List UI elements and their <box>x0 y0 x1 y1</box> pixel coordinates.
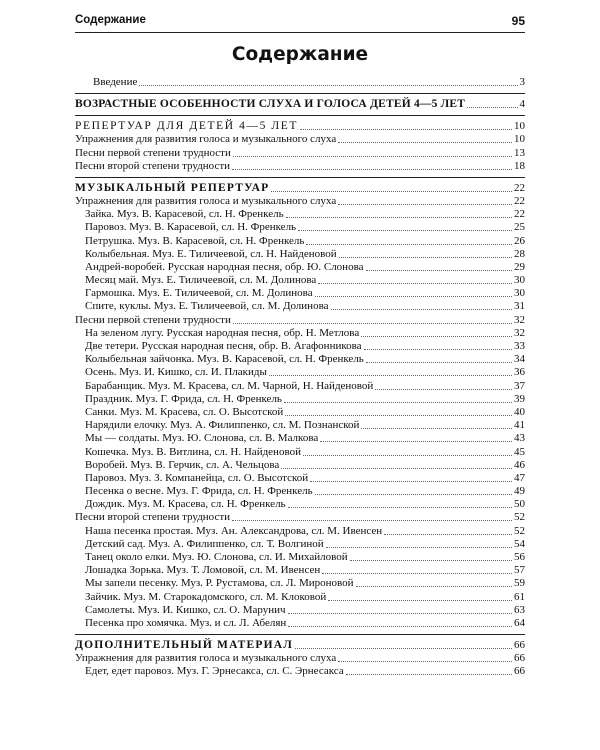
toc-section-heading[interactable] <box>75 638 525 652</box>
dot-leader <box>361 428 512 429</box>
dot-leader <box>303 455 512 456</box>
toc-entry-page: 40 <box>514 405 525 418</box>
toc-entry-page: 66 <box>514 665 525 678</box>
page-title: Содержание <box>231 44 369 65</box>
toc-entry-page: 47 <box>514 471 525 484</box>
dot-leader <box>233 323 512 324</box>
toc-entry-title: Колыбельная. Муз. Е. Тиличеевой, сл. Н. Найденовой <box>85 247 337 260</box>
toc-entry[interactable] <box>75 208 525 221</box>
toc-entry-title: Едет, едет паровоз. Муз. Г. Эрнесакса, сл. С. Эрнесакса <box>85 665 344 678</box>
dot-leader <box>315 494 512 495</box>
toc-entry-title: ДОПОЛНИТЕЛЬНЫЙ МАТЕРИАЛ <box>75 638 293 651</box>
table-of-contents <box>75 76 525 678</box>
toc-entry-title: Праздник. Муз. Г. Фрида, сл. Н. Френкель <box>85 392 282 405</box>
dot-leader <box>288 613 512 614</box>
dot-leader <box>346 674 512 675</box>
running-header <box>75 10 525 33</box>
toc-entry[interactable] <box>75 248 525 261</box>
dot-leader <box>269 375 512 376</box>
toc-entry[interactable] <box>75 432 525 445</box>
toc-entry[interactable] <box>75 498 525 511</box>
toc-entry-title: Андрей-воробей. Русская народная песня, обр. Ю. Слонова <box>85 260 364 273</box>
toc-entry[interactable] <box>75 327 525 340</box>
toc-entry[interactable] <box>75 406 525 419</box>
toc-entry-title: РЕПЕРТУАР ДЛЯ ДЕТЕЙ 4—5 ЛЕТ <box>75 120 299 133</box>
toc-entry[interactable] <box>75 146 525 159</box>
toc-entry-page: 10 <box>514 133 525 146</box>
dot-leader <box>288 507 512 508</box>
toc-entry[interactable] <box>75 445 525 458</box>
toc-entry[interactable] <box>75 472 525 485</box>
toc-entry-title: Упражнения для развития голоса и музыкального слуха <box>75 194 337 207</box>
toc-entry[interactable] <box>75 538 525 551</box>
toc-entry-title: Мы запели песенку. Муз. Р. Рустамова, сл. Л. Мироновой <box>85 577 354 590</box>
toc-entry[interactable] <box>75 261 525 274</box>
toc-entry-title: ВОЗРАСТНЫЕ ОСОБЕННОСТИ СЛУХА И ГОЛОСА ДЕТЕЙ 4—5 ЛЕТ <box>75 98 466 111</box>
toc-entry-title: Паровоз. Муз. В. Карасевой, сл. Н. Френкель <box>85 221 297 234</box>
toc-entry-title: Дождик. Муз. М. Красева, сл. Н. Френкель <box>85 498 286 511</box>
toc-entry[interactable] <box>75 665 525 678</box>
toc-entry-page: 30 <box>514 287 525 300</box>
toc-entry-page: 54 <box>514 537 525 550</box>
dot-leader <box>364 349 512 350</box>
dot-leader <box>298 230 512 231</box>
toc-entry-page: 22 <box>514 208 525 221</box>
toc-entry-page: 25 <box>514 221 525 234</box>
toc-entry-title: Осень. Муз. И. Кишко, сл. И. Плакиды <box>85 366 267 379</box>
toc-entry-page: 46 <box>514 458 525 471</box>
toc-entry-title: Санки. Муз. М. Красева, сл. О. Высотской <box>85 405 284 418</box>
section-divider <box>75 93 525 94</box>
dot-leader <box>467 107 517 108</box>
toc-entry[interactable] <box>75 551 525 564</box>
toc-entry-page: 10 <box>514 120 525 133</box>
dot-leader <box>232 169 512 170</box>
dot-leader <box>338 204 512 205</box>
toc-entry[interactable] <box>75 485 525 498</box>
toc-entry-title: Танец около елки. Муз. Ю. Слонова, сл. И. Михайловой <box>85 551 348 563</box>
toc-entry[interactable] <box>75 313 525 326</box>
toc-entry[interactable] <box>75 221 525 234</box>
dot-leader <box>356 586 512 587</box>
toc-entry[interactable] <box>75 234 525 247</box>
toc-entry-title: Песни второй степени трудности <box>75 511 231 524</box>
toc-entry-page: 26 <box>514 234 525 247</box>
toc-entry-page: 66 <box>514 638 525 651</box>
toc-entry-page: 50 <box>514 498 525 511</box>
toc-entry[interactable] <box>75 160 525 173</box>
toc-entry-title: Зайчик. Муз. М. Старокадомского, сл. М. Клоковой <box>85 590 327 603</box>
section-divider <box>75 634 525 635</box>
toc-entry-page: 56 <box>514 551 525 563</box>
toc-entry-page: 33 <box>514 340 525 352</box>
toc-entry[interactable] <box>75 459 525 472</box>
dot-leader <box>331 309 513 310</box>
toc-entry-title: Месяц май. Муз. Е. Тиличеевой, сл. М. Долинова <box>85 274 317 287</box>
toc-entry-page: 32 <box>514 326 525 339</box>
dot-leader <box>233 156 512 157</box>
toc-entry-page: 36 <box>514 366 525 379</box>
toc-entry[interactable] <box>75 617 525 630</box>
toc-entry-page: 22 <box>514 194 525 207</box>
toc-section-heading[interactable] <box>75 119 525 133</box>
toc-entry[interactable] <box>75 604 525 617</box>
dot-leader <box>285 415 512 416</box>
toc-entry-title: Гармошка. Муз. Е. Тиличеевой, сл. М. Долинова <box>85 287 313 300</box>
dot-leader <box>322 573 512 574</box>
page-number: 95 <box>511 14 525 28</box>
dot-leader <box>139 85 517 86</box>
toc-entry-title: Упражнения для развития голоса и музыкального слуха <box>75 133 337 146</box>
toc-entry-title: Лошадка Зорька. Муз. Т. Ломовой, сл. М. Ивенсен <box>85 564 321 577</box>
toc-entry-title: Петрушка. Муз. В. Карасевой, сл. Н. Френкель <box>85 234 305 247</box>
dot-leader <box>384 534 512 535</box>
running-title: Содержание <box>75 14 146 26</box>
toc-entry-page: 41 <box>514 419 525 432</box>
toc-entry[interactable] <box>75 590 525 603</box>
toc-entry-page: 32 <box>514 313 525 326</box>
toc-entry-page: 52 <box>514 524 525 537</box>
toc-entry-title: Колыбельная зайчонка. Муз. В. Карасевой, сл. Н. Френкель <box>85 353 364 366</box>
toc-entry-page: 64 <box>514 616 525 629</box>
toc-entry[interactable] <box>75 564 525 577</box>
toc-entry-page: 63 <box>514 603 525 616</box>
toc-entry-page: 28 <box>514 247 525 260</box>
toc-entry[interactable] <box>75 379 525 392</box>
toc-entry-title: Песни второй степени трудности <box>75 159 231 172</box>
dot-leader <box>288 626 512 627</box>
toc-entry-page: 3 <box>519 76 525 89</box>
section-divider <box>75 177 525 178</box>
dot-leader <box>232 520 512 521</box>
toc-entry-page: 52 <box>514 511 525 524</box>
toc-entry-title: Нарядили елочку. Муз. А. Филиппенко, сл. М. Познанской <box>85 419 360 432</box>
toc-entry-title: Воробей. Муз. В. Герчик, сл. А. Чельцова <box>85 458 280 471</box>
toc-entry-title: Самолеты. Муз. И. Кишко, сл. О. Марунич <box>85 603 286 616</box>
toc-entry-page: 29 <box>514 260 525 273</box>
toc-entry[interactable] <box>75 195 525 208</box>
toc-entry-page: 59 <box>514 577 525 590</box>
toc-entry[interactable] <box>75 652 525 665</box>
toc-section-heading[interactable] <box>75 97 525 111</box>
toc-entry[interactable] <box>75 419 525 432</box>
dot-leader <box>375 389 512 390</box>
dot-leader <box>315 296 512 297</box>
dot-leader <box>318 283 512 284</box>
toc-section-heading[interactable] <box>75 181 525 195</box>
toc-entry-page: 22 <box>514 181 525 194</box>
dot-leader <box>328 600 512 601</box>
toc-entry[interactable] <box>75 393 525 406</box>
toc-entry-title: Песенка про хомячка. Муз. и сл. Л. Абелян <box>85 616 287 629</box>
dot-leader <box>286 217 512 218</box>
toc-entry-title: Введение <box>93 76 138 89</box>
toc-entry-title: Песенка о весне. Муз. Г. Фрида, сл. Н. Френкель <box>85 485 313 498</box>
dot-leader <box>338 142 512 143</box>
toc-entry[interactable] <box>75 366 525 379</box>
dot-leader <box>366 362 512 363</box>
dot-leader <box>361 336 512 337</box>
toc-entry-title: Барабанщик. Муз. М. Красева, сл. М. Чарной, Н. Найденовой <box>85 379 374 392</box>
dot-leader <box>350 560 512 561</box>
toc-entry-title: Спите, куклы. Муз. Е. Тиличеевой, сл. М. Долинова <box>85 300 329 313</box>
toc-entry-title: Песни первой степени трудности <box>75 146 231 159</box>
toc-entry-page: 31 <box>514 300 525 313</box>
dot-leader <box>338 661 512 662</box>
toc-entry-page: 45 <box>514 445 525 458</box>
toc-entry[interactable] <box>75 76 525 89</box>
toc-entry-title: Детский сад. Муз. А. Филиппенко, сл. Т. Волгиной <box>85 537 324 550</box>
dot-leader <box>281 468 512 469</box>
dot-leader <box>300 129 512 130</box>
toc-entry[interactable] <box>75 340 525 353</box>
toc-entry-title: Наша песенка простая. Муз. Ан. Александрова, сл. М. Ивенсен <box>85 524 383 537</box>
toc-entry-page: 13 <box>514 146 525 159</box>
toc-entry-title: На зеленом лугу. Русская народная песня, обр. Н. Метлова <box>85 326 360 339</box>
toc-entry-title: Песни первой степени трудности <box>75 313 231 326</box>
toc-entry[interactable] <box>75 287 525 300</box>
dot-leader <box>295 648 512 649</box>
toc-entry-page: 4 <box>519 98 525 111</box>
dot-leader <box>310 481 512 482</box>
toc-entry-title: Кошечка. Муз. В. Витлина, сл. Н. Найденовой <box>85 445 301 458</box>
toc-entry-page: 30 <box>514 274 525 287</box>
toc-entry-title: Упражнения для развития голоса и музыкального слуха <box>75 652 337 665</box>
toc-entry[interactable] <box>75 353 525 366</box>
toc-entry-page: 61 <box>514 590 525 603</box>
toc-entry-title: Две тетери. Русская народная песня, обр. В. Агафонникова <box>85 340 362 352</box>
toc-entry-page: 18 <box>514 159 525 172</box>
toc-entry[interactable] <box>75 300 525 313</box>
toc-entry[interactable] <box>75 274 525 287</box>
toc-entry-title: Зайка. Муз. В. Карасевой, сл. Н. Френкель <box>85 208 284 221</box>
toc-entry-page: 34 <box>514 353 525 366</box>
dot-leader <box>339 257 512 258</box>
toc-entry[interactable] <box>75 524 525 537</box>
dot-leader <box>366 270 513 271</box>
toc-entry-title: Паровоз. Муз. З. Компанейца, сл. О. Высотской <box>85 471 309 484</box>
dot-leader <box>271 191 512 192</box>
dot-leader <box>284 402 512 403</box>
toc-entry-page: 37 <box>514 379 525 392</box>
section-divider <box>75 115 525 116</box>
toc-entry-page: 39 <box>514 392 525 405</box>
toc-entry-page: 66 <box>514 652 525 665</box>
dot-leader <box>320 441 512 442</box>
toc-entry-title: Мы — солдаты. Муз. Ю. Слонова, сл. В. Малкова <box>85 432 319 445</box>
toc-entry-page: 57 <box>514 564 525 577</box>
toc-entry-title: МУЗЫКАЛЬНЫЙ РЕПЕРТУАР <box>75 181 270 194</box>
toc-entry[interactable] <box>75 577 525 590</box>
toc-entry[interactable] <box>75 133 525 146</box>
dot-leader <box>306 244 512 245</box>
dot-leader <box>326 547 512 548</box>
toc-entry-page: 49 <box>514 485 525 498</box>
toc-entry-page: 43 <box>514 432 525 445</box>
toc-entry[interactable] <box>75 511 525 524</box>
